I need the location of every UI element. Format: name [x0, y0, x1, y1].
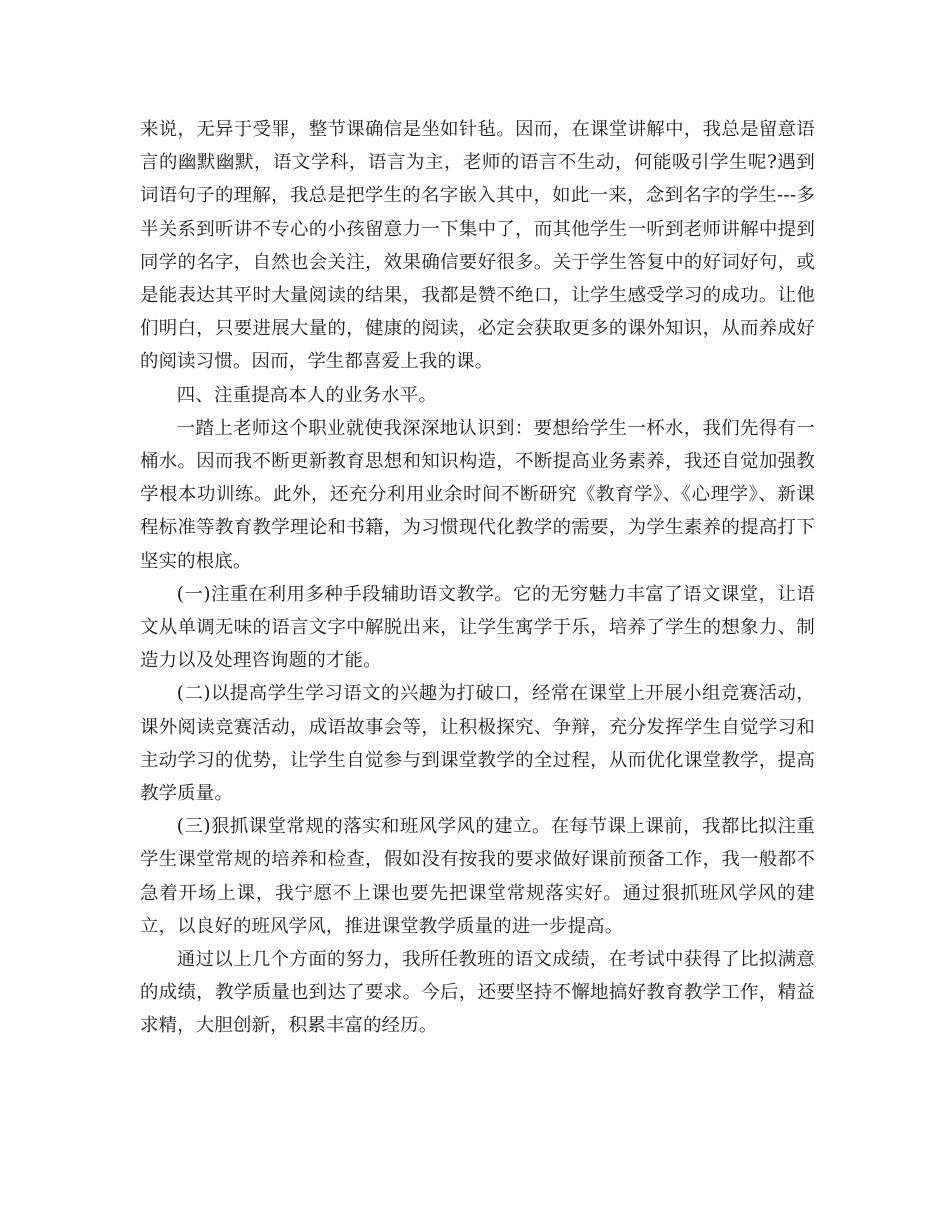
paragraph-conclusion: 通过以上几个方面的努力，我所任教班的语文成绩，在考试中获得了比拟满意的成绩，教学质量也到达了要求。今后，还要坚持不懈地搞好教育教学工作，精益求精，大胆创新，积累丰富的经历。	[140, 949, 815, 1037]
document-body	[140, 113, 815, 1043]
paragraph-item-three: (三)狠抓课堂常规的落实和班风学风的建立。在每节课上课前，我都比拟注重学生课堂常规的培养和检查，假如没有按我的要求做好课前预备工作，我一般都不急着开场上课，我宁愿不上课也要先把课堂常规落实好。通过狠抓班风学风的建立，以良好的班风学风，推进课堂教学质量的进一步提高。	[140, 816, 815, 937]
section-heading-four: 四、注重提高本人的业务水平。	[176, 384, 438, 406]
paragraph-item-two: (二)以提高学生学习语文的兴趣为打破口，经常在课堂上开展小组竞赛活动，课外阅读竞赛活动，成语故事会等，让积极探究、争辩，充分发挥学生自觉学习和主动学习的优势，让学生自觉参与到课堂教学的全过程，从而优化课堂教学，提高教学质量。	[140, 683, 815, 805]
paragraph-continuation: 来说，无异于受罪，整节课确信是坐如针毡。因而，在课堂讲解中，我总是留意语言的幽默幽默，语文学科，语言为主，老师的语言不生动，何能吸引学生呢?遇到词语句子的理解，我总是把学生的名字嵌入其中，如此一来，念到名字的学生---多半关系到听讲不专心的小孩留意力一下集中了，而其他学生一听到老师讲解中提到同学的名字，自然也会关注，效果确信要好很多。关于学生答复中的好词好句，或是能表达其平时大量阅读的结果，我都是赞不绝口，让学生感受学习的成功。让他们明白，只要进展大量的，健康的阅读，必定会获取更多的课外知识，从而养成好的阅读习惯。因而，学生都喜爱上我的课。	[140, 119, 815, 373]
paragraph-item-one: (一)注重在利用多种手段辅助语文教学。它的无穷魅力丰富了语文课堂，让语文从单调无味的语言文字中解脱出来，让学生寓学于乐，培养了学生的想象力、制造力以及处理咨询题的才能。	[140, 583, 815, 672]
paragraph-professional-development: 一踏上老师这个职业就使我深深地认识到：要想给学生一杯水，我们先得有一桶水。因而我不断更新教育思想和知识构造，不断提高业务素养，我还自觉加强教学根本功训练。此外，还充分利用业余时间不断研究《教育学》、《心理学》、新课程标准等教育教学理论和书籍，为习惯现代化教学的需要，为学生素养的提高打下坚实的根底。	[140, 417, 815, 572]
